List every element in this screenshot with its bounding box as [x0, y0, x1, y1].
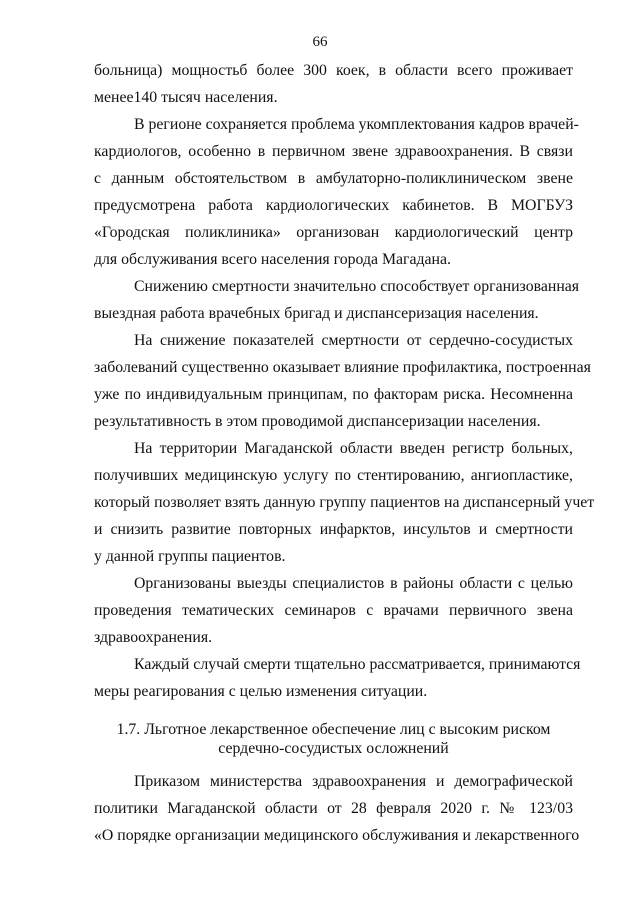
paragraph-line: который позволяет взять данную группу пациентов на диспансерный учет: [94, 494, 595, 511]
paragraph-line: у данной группы пациентов.: [94, 548, 286, 565]
paragraph-line: Приказом министерства здравоохранения и демографической: [134, 773, 573, 790]
paragraph-line: больница) мощностьб более 300 коек, в области всего проживает: [94, 62, 573, 79]
paragraph-line: предусмотрена работа кардиологических кабинетов. В МОГБУЗ: [94, 197, 573, 214]
paragraph-line: для обслуживания всего населения города Магадана.: [94, 251, 451, 268]
paragraph-line: «О порядке организации медицинского обслуживания и лекарственного: [94, 827, 580, 844]
paragraph-line: кардиологов, особенно в первичном звене здравоохранения. В связи: [94, 143, 573, 160]
paragraph-line: На территории Магаданской области введен регистр больных,: [134, 440, 573, 457]
paragraph-line: Организованы выезды специалистов в районы области с целью: [134, 575, 573, 592]
paragraph-line: Снижению смертности значительно способствует организованная: [134, 278, 580, 295]
paragraph-line: менее140 тысяч населения.: [94, 89, 278, 106]
paragraph-line: выездная работа врачебных бригад и диспансеризация населения.: [94, 305, 539, 322]
paragraph-line: На снижение показателей смертности от сердечно-сосудистых: [134, 332, 573, 349]
paragraph-line: здравоохранения.: [94, 629, 213, 646]
paragraph-line: результативность в этом проводимой диспансеризации населения.: [94, 413, 541, 430]
paragraph-line: получивших медицинскую услугу по стентированию, ангиопластике,: [94, 467, 573, 484]
paragraph-line: «Городская поликлиника» организован кардиологический центр: [94, 224, 573, 241]
paragraph-line: меры реагирования с целью изменения ситуации.: [94, 683, 428, 700]
paragraph-line: В регионе сохраняется проблема укомплектования кадров врачей-: [134, 116, 579, 133]
paragraph-line: заболеваний существенно оказывает влияние профилактика, построенная: [94, 359, 591, 376]
section-heading-line-1: 1.7. Льготное лекарственное обеспечение лиц с высоким риском: [116, 721, 551, 738]
paragraph-line: уже по индивидуальным принципам, по факторам риска. Несомненна: [94, 386, 573, 403]
paragraph-line: с данным обстоятельством в амбулаторно-поликлиническом звене: [94, 170, 573, 187]
paragraph-line: Каждый случай смерти тщательно рассматривается, принимаются: [134, 656, 581, 673]
paragraph-line: и снизить развитие повторных инфарктов, инсультов и смертности: [94, 521, 573, 538]
paragraph-line: проведения тематических семинаров с врачами первичного звена: [94, 602, 573, 619]
page-number: 66: [312, 34, 328, 50]
section-heading-line-2: сердечно-сосудистых осложнений: [218, 740, 449, 757]
paragraph-line: политики Магаданской области от 28 февраля 2020 г. № 123/03: [94, 800, 573, 817]
